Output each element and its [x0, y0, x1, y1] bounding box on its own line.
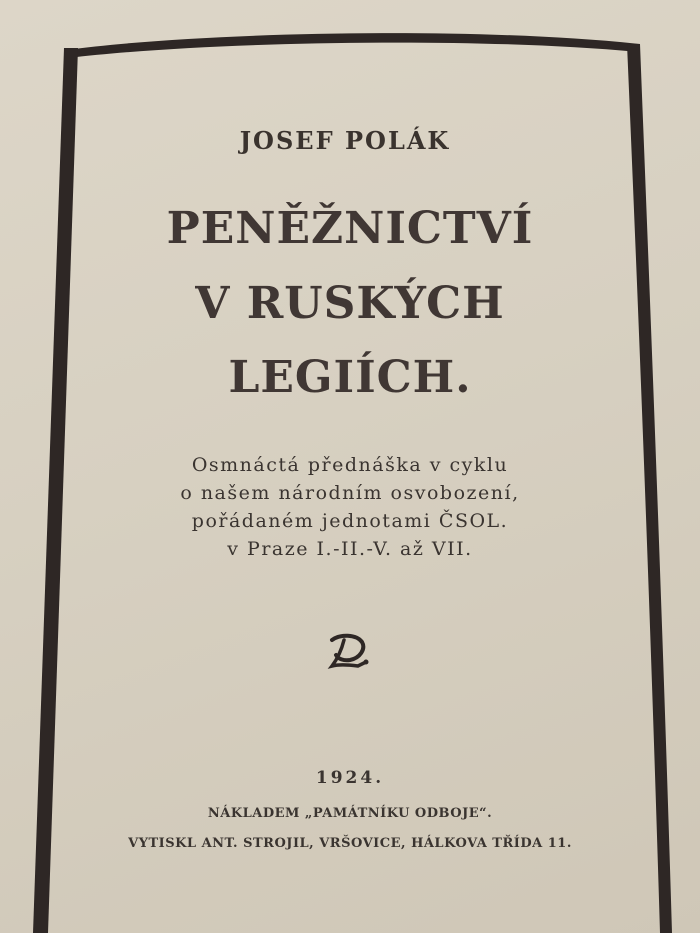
printer-line: VYTISKL ANT. STROJIL, VRŠOVICE, HÁLKOVA TŘÍDA 11.	[128, 836, 572, 851]
author-name: JOSEF POLÁK	[239, 126, 451, 155]
subtitle-line-1: Osmnáctá přednáška v cyklu	[191, 454, 509, 476]
publisher-line: NÁKLADEM „PAMÁTNÍKU ODBOJE“.	[207, 806, 493, 821]
book-title-line-2: V RUSKÝCH	[195, 278, 505, 329]
subtitle-line-4: v Praze I.-II.-V. až VII.	[227, 538, 473, 560]
publication-year: 1924.	[315, 768, 385, 788]
subtitle-line-2: o našem národním osvobození,	[180, 482, 520, 504]
book-title-line-3: LEGIÍCH.	[228, 352, 472, 403]
book-title-line-1: PENĚŽNICTVÍ	[166, 203, 534, 254]
subtitle-line-3: pořádaném jednotami ČSOL.	[191, 510, 509, 532]
publisher-monogram-icon	[326, 632, 372, 672]
